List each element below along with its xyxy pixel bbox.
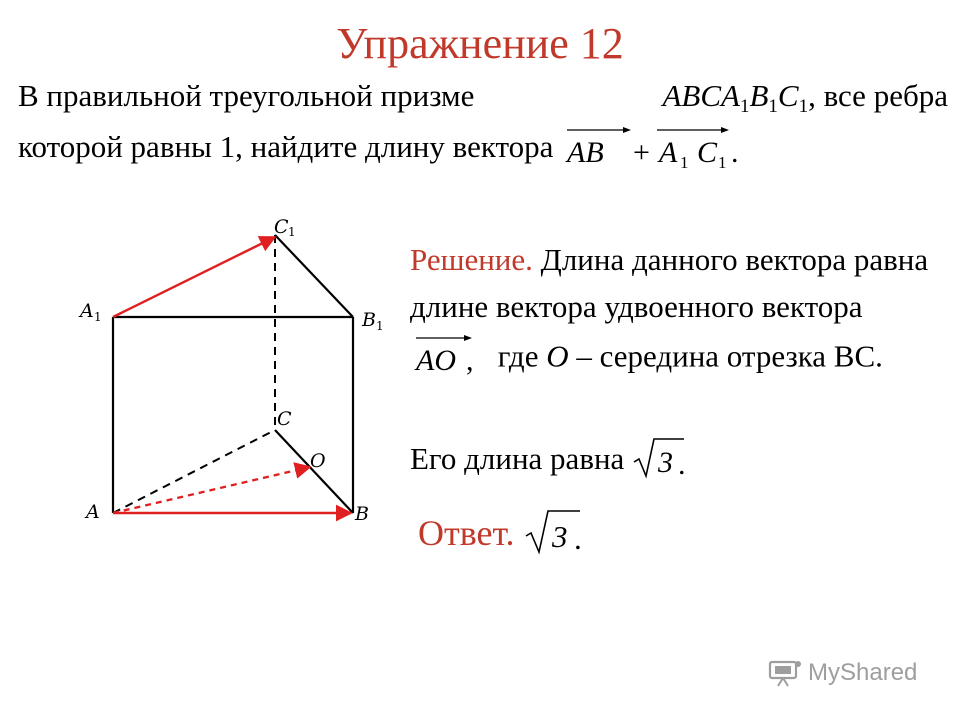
prism-sub-2: 1	[768, 96, 778, 117]
prism-name-c: C	[777, 78, 799, 113]
watermark-text: MyShared	[808, 659, 918, 686]
vector-a1-c1	[113, 237, 275, 317]
sqrt-3-value: 3	[658, 446, 674, 479]
label-o: O	[310, 450, 326, 472]
solution-point-o: O	[546, 338, 569, 374]
problem-text-line2: которой равны 1, найдите длину вектора	[18, 129, 554, 165]
vector-ab-label: AB	[567, 136, 604, 169]
vector-expression	[561, 118, 746, 182]
label-c: C	[277, 408, 292, 430]
answer-sqrt-svg	[524, 508, 590, 556]
prism-sub-3: 1	[798, 96, 809, 117]
solution-block	[410, 236, 940, 389]
vector-a1-sub: 1	[680, 153, 689, 170]
label-a: A	[86, 501, 100, 523]
vector-ao-comma: ,	[466, 344, 474, 376]
length-text: Его длина равна	[410, 441, 625, 477]
vector-ao-svg	[410, 330, 490, 376]
sqrt-3-formula	[632, 436, 694, 488]
problem-text-end: , все ребра	[808, 78, 948, 113]
vector-c1-sub: 1	[718, 153, 727, 170]
answer-formula	[524, 508, 590, 565]
watermark-logo	[768, 658, 917, 688]
prism-name	[662, 74, 948, 118]
label-b1: B	[362, 309, 376, 331]
edge-c1-b1	[275, 235, 353, 317]
solution-text-2: где	[497, 338, 539, 374]
vector-expression-svg	[561, 118, 746, 170]
solution-text-3: – середина отрезка ВС.	[576, 338, 883, 374]
vector-period: .	[731, 136, 739, 169]
label-b: B	[355, 503, 369, 525]
edge-a-c-hidden	[113, 430, 275, 513]
projector-icon	[768, 658, 802, 688]
label-a1-sub: 1	[94, 310, 102, 324]
problem-text-start: В правильной треугольной призме	[18, 78, 475, 113]
problem-line-1	[18, 74, 948, 118]
vector-a-o	[113, 467, 310, 513]
length-line	[410, 436, 694, 488]
vector-ao-label: AO	[416, 344, 456, 376]
solution-text-1: Длина данного вектора равна длине вектора удвоенного вектора	[410, 242, 929, 324]
label-b1-sub: 1	[376, 319, 384, 333]
prism-name-a: ABCA	[662, 78, 740, 113]
sqrt-3-svg	[632, 436, 694, 480]
answer-period: .	[573, 521, 582, 556]
label-c1: C	[274, 216, 289, 238]
vector-ao	[410, 330, 490, 389]
vector-plus: +	[633, 136, 651, 169]
prism-diagram	[70, 205, 390, 535]
slide-title: Упражнение 12	[336, 19, 624, 68]
answer-value: 3	[551, 519, 568, 554]
vector-a1-label: A	[659, 136, 678, 169]
problem-statement	[18, 74, 948, 182]
solution-heading: Решение.	[410, 242, 533, 277]
label-a1: A	[80, 300, 94, 322]
answer-label: Ответ.	[418, 512, 515, 553]
sqrt-3-period: .	[678, 448, 686, 480]
prism-name-b: B	[749, 78, 769, 113]
problem-line-2	[18, 118, 948, 182]
prism-sub-1: 1	[739, 96, 750, 117]
label-c1-sub: 1	[288, 225, 296, 239]
answer-line	[418, 508, 590, 565]
vector-c1-label: C	[697, 136, 718, 169]
